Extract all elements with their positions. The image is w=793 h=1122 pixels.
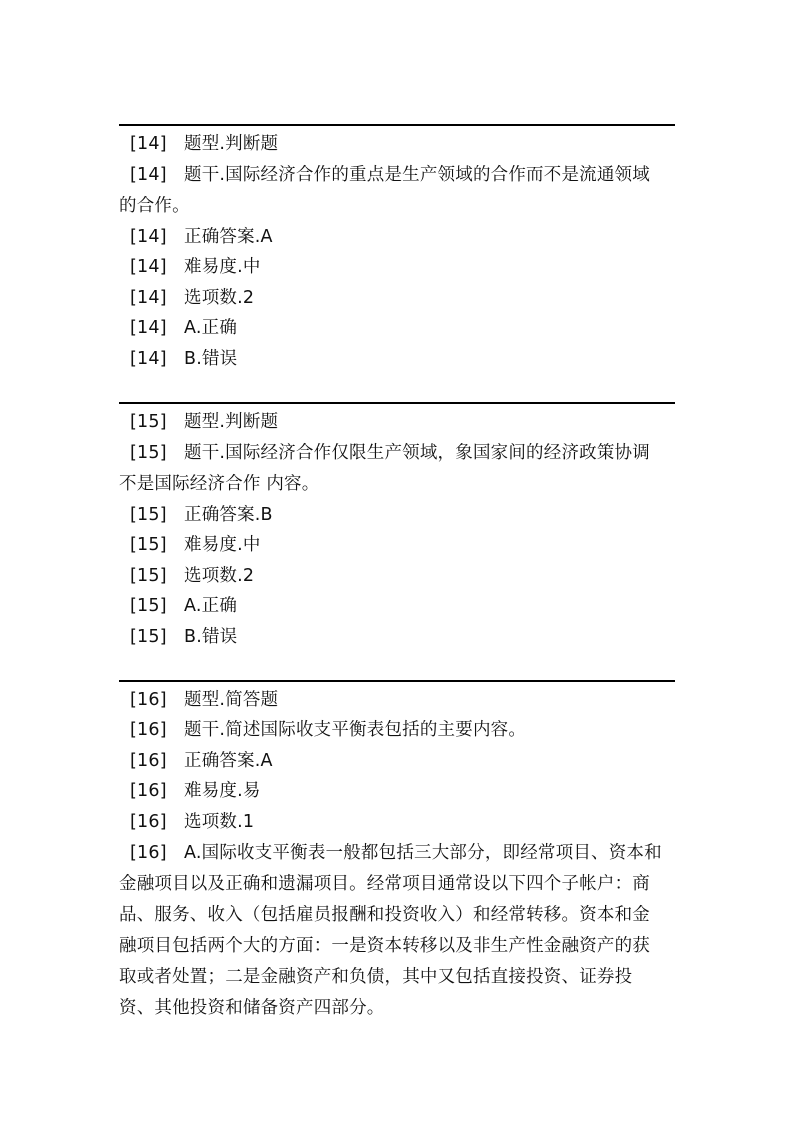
question-stem-line: [130, 442, 650, 464]
question-number: [15]: [130, 535, 167, 555]
option-continuation: 资、其他投资和储备资产四部分。: [119, 998, 385, 1018]
question-type: 题型.简答题: [184, 690, 279, 710]
question-number: [14]: [130, 134, 167, 154]
question-type-line: [130, 689, 278, 711]
question-number: [15]: [130, 505, 167, 525]
option-count-line: [130, 565, 254, 587]
question-stem-continuation: 的合作。: [119, 196, 190, 216]
question-stem-line: [130, 719, 526, 741]
question-number: [16]: [130, 720, 167, 740]
question-stem-continuation: 不是国际经济合作 内容。: [119, 474, 320, 494]
question-number: [14]: [130, 349, 167, 369]
difficulty-line: [130, 256, 261, 278]
question-stem: 题干.简述国际收支平衡表包括的主要内容。: [184, 720, 527, 740]
answer-line: [130, 750, 273, 772]
option-text: B.错误: [184, 349, 238, 369]
option-count-line: [130, 287, 254, 309]
difficulty: 难易度.中: [184, 257, 261, 277]
option-line: [130, 595, 237, 617]
option-continuation: 取或者处置；二是金融资产和负债，其中又包括直接投资、证券投: [119, 967, 633, 987]
question-number: [14]: [130, 227, 167, 247]
option-line: [130, 842, 662, 864]
option-count: 选项数.2: [184, 288, 255, 308]
question-number: [14]: [130, 288, 167, 308]
section-divider: [119, 402, 675, 404]
question-number: [15]: [130, 627, 167, 647]
question-number: [16]: [130, 781, 167, 801]
question-stem-line: [130, 164, 650, 186]
difficulty-line: [130, 534, 261, 556]
option-continuation: 金融项目以及正确和遗漏项目。经常项目通常设以下四个子帐户：商: [119, 874, 650, 894]
question-type: 题型.判断题: [184, 134, 279, 154]
question-number: [15]: [130, 412, 167, 432]
question-number: [16]: [130, 690, 167, 710]
question-type-line: [130, 133, 278, 155]
correct-answer: 正确答案.B: [184, 505, 273, 525]
option-text: A.国际收支平衡表一般都包括三大部分，即经常项目、资本和: [184, 843, 662, 863]
difficulty: 难易度.中: [184, 535, 261, 555]
option-text: B.错误: [184, 627, 238, 647]
option-count-line: [130, 811, 254, 833]
section-divider: [119, 124, 675, 126]
answer-line: [130, 226, 273, 248]
question-number: [14]: [130, 165, 167, 185]
question-number: [16]: [130, 751, 167, 771]
question-number: [15]: [130, 566, 167, 586]
option-count: 选项数.2: [184, 566, 255, 586]
option-continuation: 融项目包括两个大的方面：一是资本转移以及非生产性金融资产的获: [119, 936, 650, 956]
question-number: [16]: [130, 812, 167, 832]
option-continuation: 品、服务、收入（包括雇员报酬和投资收入）和经常转移。资本和金: [119, 905, 650, 925]
option-text: A.正确: [184, 596, 238, 616]
difficulty-line: [130, 780, 261, 802]
question-number: [14]: [130, 318, 167, 338]
section-divider: [119, 680, 675, 682]
option-line: [130, 626, 237, 648]
question-number: [16]: [130, 843, 167, 863]
correct-answer: 正确答案.A: [184, 227, 273, 247]
question-stem: 题干.国际经济合作的重点是生产领域的合作而不是流通领域: [184, 165, 650, 185]
question-stem: 题干.国际经济合作仅限生产领域，象国家间的经济政策协调: [184, 443, 650, 463]
correct-answer: 正确答案.A: [184, 751, 273, 771]
option-count: 选项数.1: [184, 812, 255, 832]
answer-line: [130, 504, 273, 526]
option-line: [130, 348, 237, 370]
question-number: [15]: [130, 443, 167, 463]
question-number: [15]: [130, 596, 167, 616]
option-line: [130, 317, 237, 339]
option-text: A.正确: [184, 318, 238, 338]
question-number: [14]: [130, 257, 167, 277]
difficulty: 难易度.易: [184, 781, 261, 801]
question-type-line: [130, 411, 278, 433]
question-type: 题型.判断题: [184, 412, 279, 432]
